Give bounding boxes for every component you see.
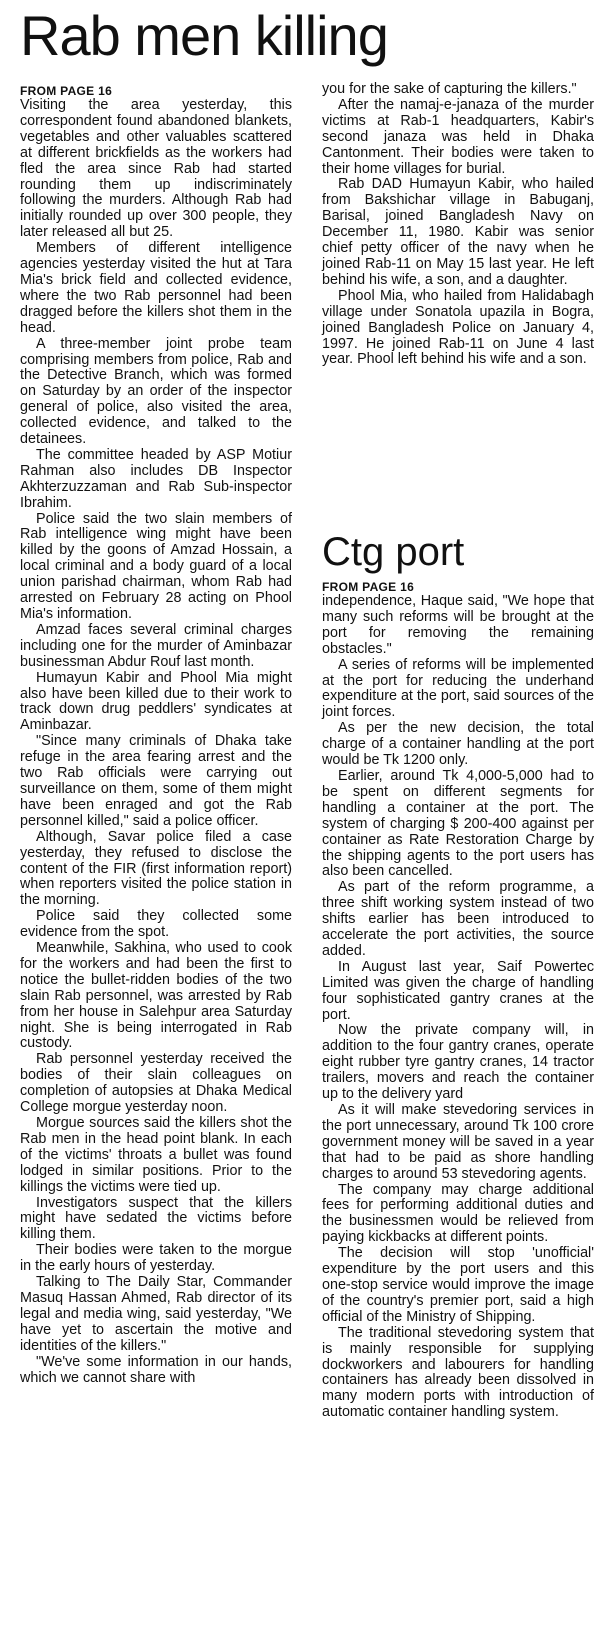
article-paragraph: The decision will stop 'unofficial' expenditure by the port users and this one-stop service would improve the image of the country's premier port, said a high official of the Ministry of Shipping. bbox=[322, 1245, 594, 1325]
ctg-story-column bbox=[322, 580, 594, 1421]
article-paragraph: Humayun Kabir and Phool Mia might also have been killed due to their work to track down drug peddlers' syndicates at Aminbazar. bbox=[20, 669, 292, 734]
article-paragraph: As per the new decision, the total charge of a container handling at the port would be Tk 1200 only. bbox=[322, 720, 594, 769]
article-paragraph: Rab DAD Humayun Kabir, who hailed from Bakshichar village in Babuganj, Barisal, joined Bangladesh Navy on December 11, 1980. Kabir was senior chief petty officer of the navy when he joined Rab-11 on May 15 last year. He left behind his wife, a son, and a daughter. bbox=[322, 176, 594, 288]
article-paragraph: you for the sake of capturing the killers." bbox=[322, 81, 577, 97]
article-paragraph: Earlier, around Tk 4,000-5,000 had to be spent on different segments for handling a container at the port. The system of charging $ 200-400 against per container as Rate Restoration Charge by the shipping agents to the port users has also been cancelled. bbox=[322, 767, 594, 880]
article-paragraph: Meanwhile, Sakhina, who used to cook for the workers and had been the first to notice the bullet-ridden bodies of the two slain Rab personnel, was arrested by Rab from her house in Salehpur area Saturday night. She is being interrogated in Rab custody. bbox=[20, 940, 292, 1052]
article-paragraph: Phool Mia, who hailed from Halidabagh village under Sonatola upazila in Bogra, joined Bangladesh Police on January 4, 1997. He joined Rab-11 on June 4 last year. Phool left behind his wife and a son. bbox=[322, 287, 594, 368]
rab-story-right-column bbox=[322, 82, 594, 368]
article-paragraph: Rab personnel yesterday received the bodies of their slain colleagues on completion of autopsies at Dhaka Medical College morgue yesterday noon. bbox=[20, 1051, 292, 1116]
article-paragraph: Their bodies were taken to the morgue in the early hours of yesterday. bbox=[20, 1242, 292, 1275]
article-paragraph: Police said the two slain members of Rab intelligence wing might have been killed by the goons of Amzad Hossain, a local criminal and a body guard of a local union parishad chairman, whom Rab had arrested on February 28 acting on Phool Mia's information. bbox=[20, 510, 292, 622]
article-paragraph: Members of different intelligence agencies yesterday visited the hut at Tara Mia's brick field and collected evidence, where the two Rab personnel had been dragged before the killers shot them in the head. bbox=[20, 240, 292, 336]
article-paragraph: Investigators suspect that the killers might have sedated the victims before killing them. bbox=[20, 1194, 292, 1243]
rab-jump-label: FROM PAGE 16 bbox=[20, 84, 113, 98]
headline-ctg-port: Ctg port bbox=[322, 530, 465, 574]
article-paragraph: As part of the reform programme, a three shift working system instead of two shifts earlier has been introduced to accelerate the port activities, the source added. bbox=[322, 879, 594, 959]
headline-rab-men-killing: Rab men killing bbox=[20, 4, 388, 67]
rab-story-left-column bbox=[20, 84, 292, 1386]
article-paragraph: The traditional stevedoring system that is mainly responsible for supplying dockworkers and labourers for handling containers has already been dissolved in many modern ports with introduction of automatic container handling system. bbox=[322, 1324, 594, 1421]
article-paragraph: "Since many criminals of Dhaka take refuge in the area fearing arrest and the two Rab officials were carrying out surveillance on them, some of them might have been enraged and got the Rab personnel killed," said a police officer. bbox=[20, 733, 292, 829]
article-paragraph: Amzad faces several criminal charges including one for the murder of Aminbazar businessman Abdur Rouf last month. bbox=[20, 621, 292, 670]
article-paragraph: In August last year, Saif Powertec Limited was given the charge of handling four sophisticated gantry cranes at the port. bbox=[322, 958, 594, 1023]
article-paragraph: After the namaj-e-janaza of the murder victims at Rab-1 headquarters, Kabir's second janaza was held in Dhaka Cantonment. Their bodies were taken to their home villages for burial. bbox=[322, 96, 594, 177]
article-paragraph: Talking to The Daily Star, Commander Masuq Hassan Ahmed, Rab director of its legal and media wing, said yesterday, "We have yet to ascertain the motive and identities of the killers." bbox=[20, 1274, 292, 1354]
article-paragraph: Although, Savar police filed a case yesterday, they refused to disclose the content of the FIR (first information report) when reporters visited the police station in the morning. bbox=[20, 828, 292, 909]
article-paragraph: Now the private company will, in addition to the four gantry cranes, operate eight rubber tyre gantry cranes, 14 tractor trailers, movers and reach the container up to the delivery yard bbox=[322, 1022, 594, 1103]
ctg-jump-label: FROM PAGE 16 bbox=[322, 580, 415, 594]
article-paragraph: Visiting the area yesterday, this correspondent found abandoned blankets, vegetables and other valuables scattered at different brickfields as the workers had fled the area since Rab had started rounding them up indiscriminately following the murders. Although Rab had initially rounded up over 300 people, they later released all but 25. bbox=[20, 97, 292, 241]
article-paragraph: Police said they collected some evidence from the spot. bbox=[20, 908, 292, 941]
article-paragraph: The company may charge additional fees for performing additional duties and the businessmen would be relieved from paying kickbacks at different points. bbox=[322, 1181, 594, 1246]
article-paragraph: independence, Haque said, "We hope that many such reforms will be brought at the port for removing the remaining obstacles." bbox=[322, 593, 594, 657]
article-paragraph: A three-member joint probe team comprising members from police, Rab and the Detective Branch, which was formed on Saturday by an order of the inspector general of police, also visited the area, collected evidence, and talked to the detainees. bbox=[20, 335, 292, 448]
article-paragraph: "We've some information in our hands, which we cannot share with bbox=[20, 1353, 292, 1386]
article-paragraph: The committee headed by ASP Motiur Rahman also includes DB Inspector Akhterzuzzaman and Rab Sub-inspector Ibrahim. bbox=[20, 446, 292, 511]
article-paragraph: As it will make stevedoring services in the port unnecessary, around Tk 100 crore government money will be saved in a year that had to be paid as shore handling charges to around 53 stevedoring agents. bbox=[322, 1102, 594, 1182]
article-paragraph: A series of reforms will be implemented at the port for reducing the underhand expenditure at the port, said sources of the joint forces. bbox=[322, 656, 594, 721]
article-paragraph: Morgue sources said the killers shot the Rab men in the head point blank. In each of the victims' throats a bullet was found lodged in similar positions. Prior to the killings the victims were tied up. bbox=[20, 1115, 292, 1195]
